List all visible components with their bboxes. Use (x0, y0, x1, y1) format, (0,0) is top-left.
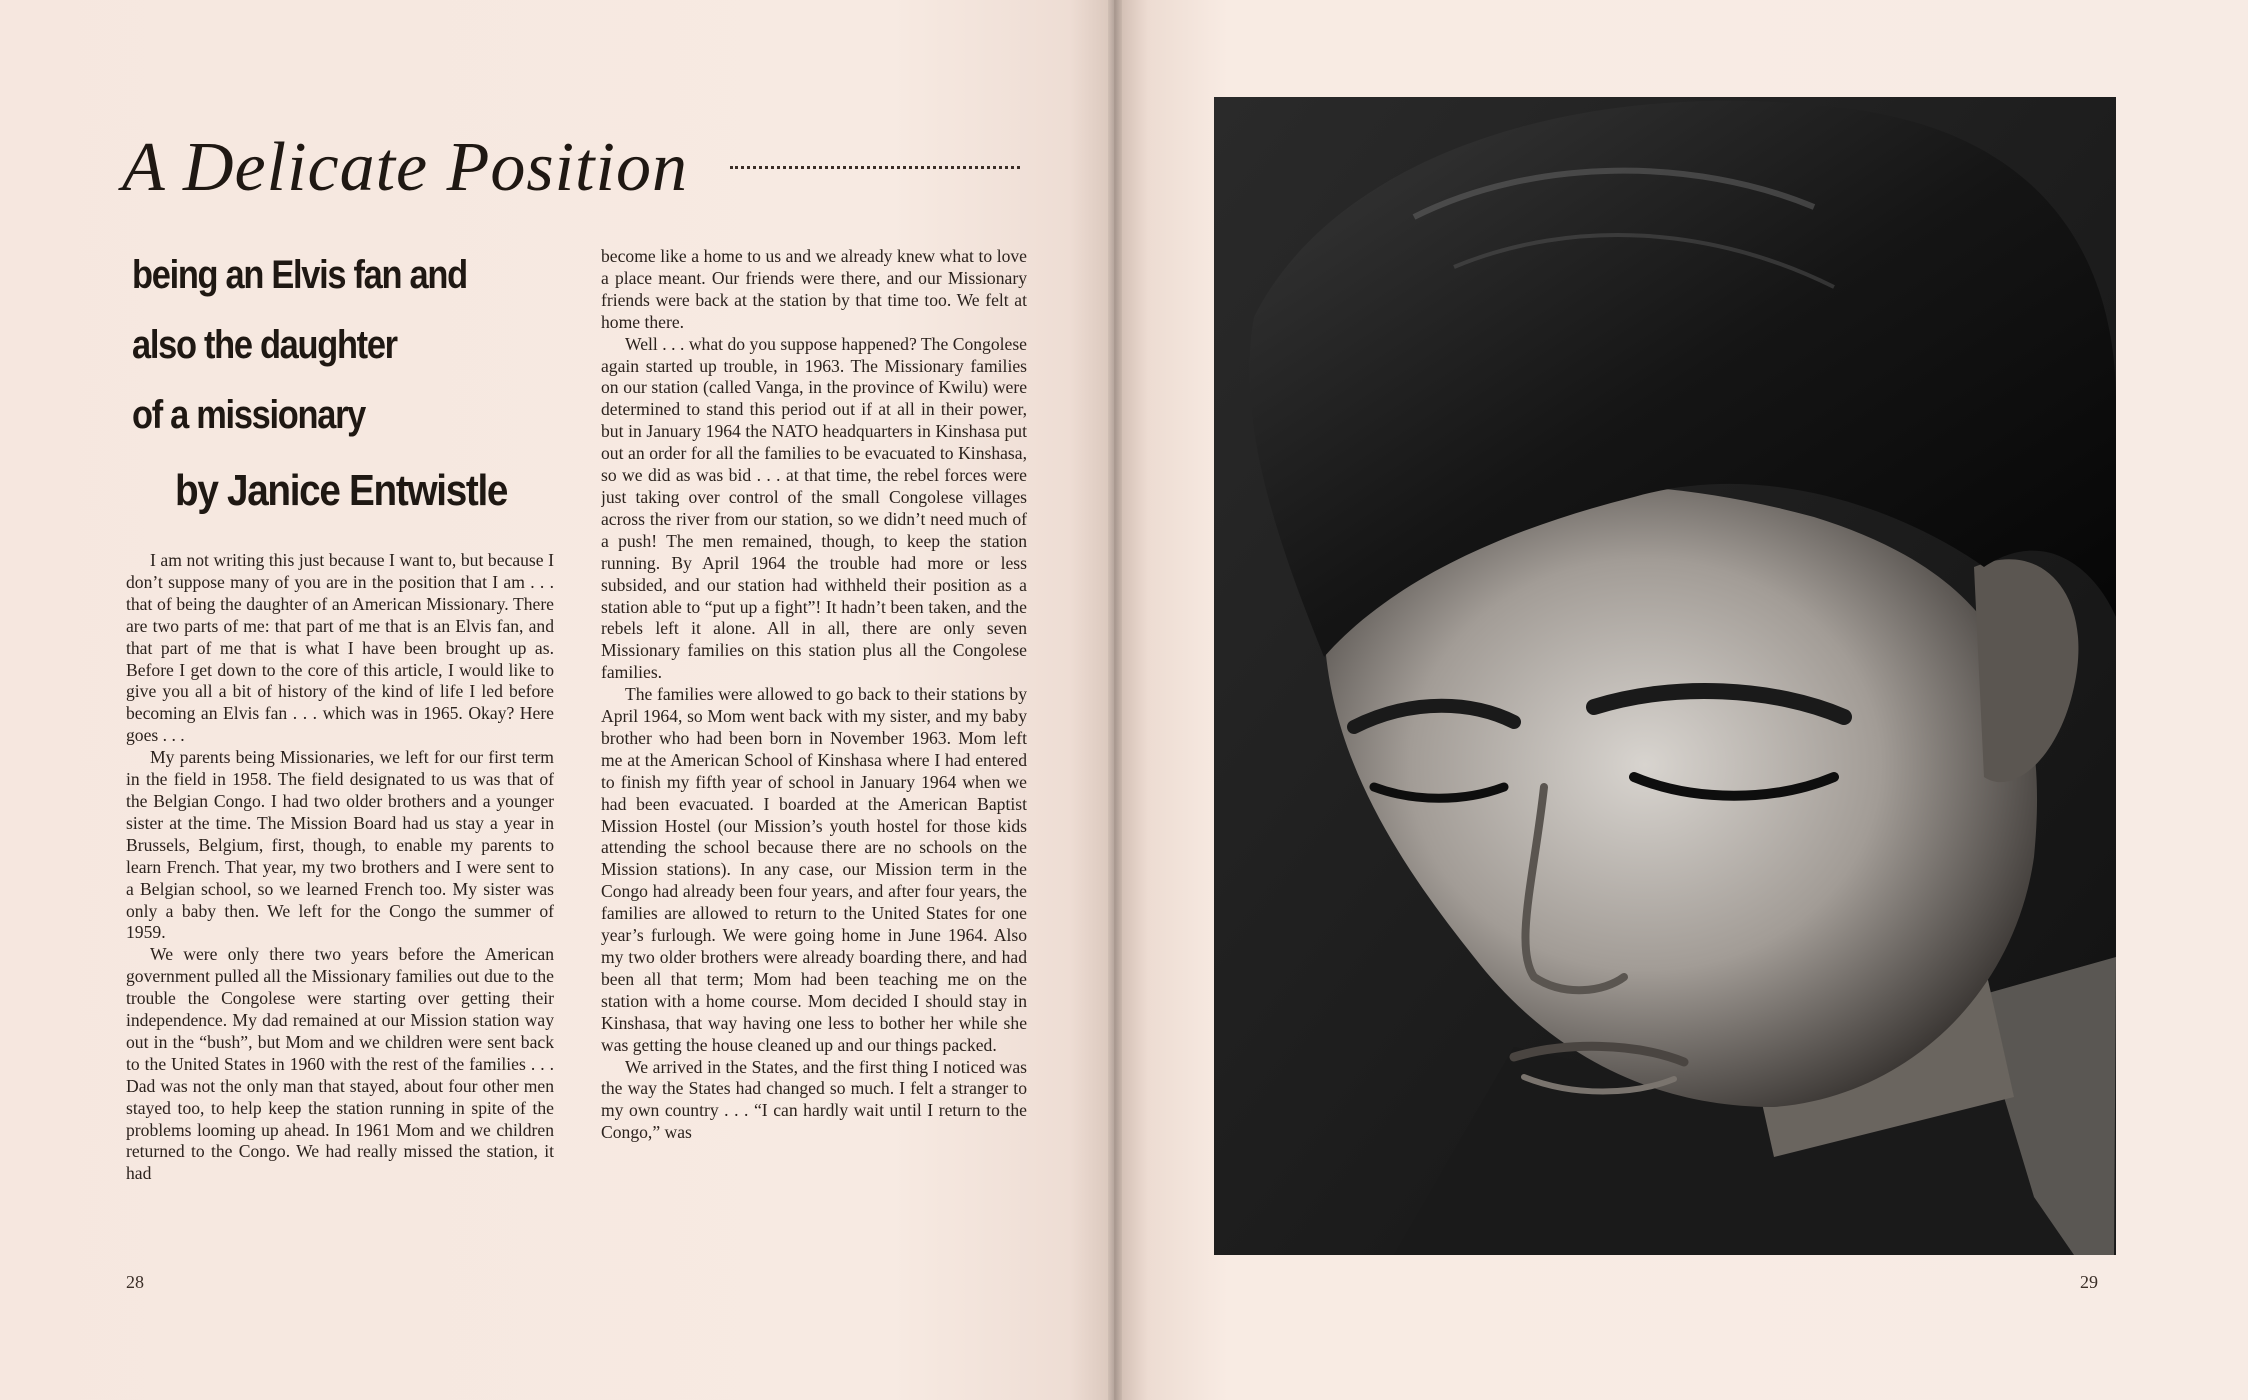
article-title: A Delicate Position (122, 129, 688, 206)
portrait-illustration (1214, 97, 2116, 1255)
page-number-right: 29 (2080, 1272, 2098, 1292)
subtitle-line: being an Elvis fan and (132, 253, 467, 297)
paragraph-continuation: become like a home to us and we already knew what to love a place meant. Our friends were there, and our Missionary friends were back at the station by that time too. We felt at home there. (601, 246, 1027, 332)
text-column-2 (601, 246, 1027, 1240)
paragraph: I am not writing this just because I want to, but because I don’t suppose many of you are in the position that I am . . . that of being the daughter of an American Missionary. There are two parts of me: that part of me that is an Elvis fan, and that part of me that is what I have been brought up as. Before I get down to the core of this article, I would like to give you all a bit of history of the kind of life I led before becoming an Elvis fan . . . which was in 1965. Okay? Here goes . . . (126, 550, 554, 746)
paragraph: My parents being Missionaries, we left for our first term in the field in 1958. The field designated to us was that of the Belgian Congo. I had two older brothers and a younger sister at the time. The Mission Board had us stay a year in Brussels, Belgium, first, though, to enable my parents to learn French. That year, my two brothers and I were sent to a Belgian school, so we learned French too. My sister was only a baby then. We left for the Congo the summer of 1959. (126, 747, 554, 943)
paragraph: Well . . . what do you suppose happened? The Congolese again started up trouble, in 1963. The Missionary families on our station (called Vanga, in the province of Kwilu) were determined to stand this period out if at all in their power, but in January 1964 the NATO headquarters in Kinshasa put out an order for all the families to be evacuated to Kinshasa, so we did as was bid . . . at that time, the rebel forces were just taking over control of the small Congolese villages across the river from our station, so we didn’t need much of a push! The men remained, though, to keep the station running. By April 1964 the trouble had more or less subsided, and our station had withheld their position as a station able to “put up a fight”! It hadn’t been taken, and the rebels left it alone. All in all, there are only seven Missionary families on this station plus all the Congolese families. (601, 333, 1027, 683)
article-subtitle (132, 240, 510, 450)
paragraph: We arrived in the States, and the first thing I noticed was the way the States had changed so much. I felt a stranger to my own country . . . “I can hardly wait until I return to the Congo,” was (601, 1056, 1027, 1143)
portrait-photo (1214, 97, 2116, 1255)
page-number-left: 28 (126, 1272, 144, 1292)
page-gutter (1108, 0, 1122, 1400)
paragraph: The families were allowed to go back to their stations by April 1964, so Mom went back with my sister, and my baby brother who had been born in November 1963. Mom left me at the American School of Kinshasa where I had entered to finish my fifth year of school in January 1964 when we had been evacuated. I boarded at the American Baptist Mission Hostel (our Mission’s youth hostel for those kids attending the school because there are no schools on the Mission stations). In any case, our Mission term in the Congo had already been four years, and after four years, the families are allowed to return to the United States for one year’s furlough. We were going home in June 1964. Also my two older brothers were already boarding there, and had been all that term; Mom had been teaching me on the station with a home course. Mom decided I should stay in Kinshasa, that way having one less to bother her while she was getting the house cleaned up and our things packed. (601, 684, 1027, 1055)
subtitle-line: also the daughter (132, 323, 397, 367)
paragraph: We were only there two years before the American government pulled all the Missionary families out due to the trouble the Congolese were starting over getting their independence. My dad remained at our Mission station way out in the “bush”, but Mom and we children were sent back to the United States in 1960 with the rest of the families . . . Dad was not the only man that stayed, about four other men stayed too, to help keep the station running in spite of the problems looming up ahead. In 1961 Mom and we children returned to the Congo. We had really missed the station, it had (126, 944, 554, 1184)
title-dotted-leader (730, 166, 1020, 169)
byline: by Janice Entwistle (175, 466, 508, 515)
text-column-1 (126, 550, 554, 1240)
subtitle-line: of a missionary (132, 393, 366, 437)
